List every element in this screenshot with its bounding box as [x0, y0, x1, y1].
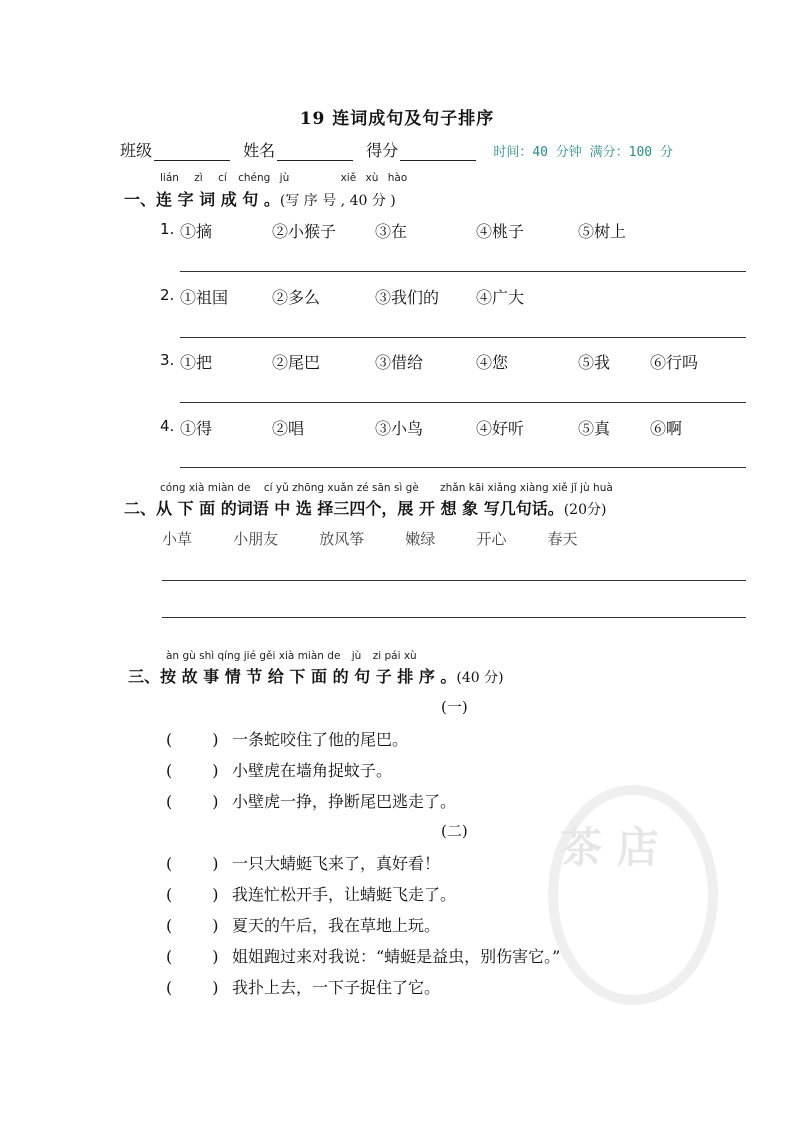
- order-blank[interactable]: ( ): [166, 730, 219, 749]
- answer-line[interactable]: [180, 402, 746, 403]
- list-item: [160, 219, 720, 241]
- sentence-text: 姐姐跑过来对我说：“蜻蜓是益虫，别伤害它。”: [232, 947, 561, 966]
- pinyin: chéng: [238, 172, 271, 184]
- section1-pinyin: [160, 172, 407, 184]
- sentence-row: [166, 913, 440, 936]
- pinyin: gè: [405, 482, 419, 494]
- pinyin: pái: [384, 650, 401, 662]
- pinyin: cí: [218, 172, 227, 184]
- group-label: (一): [441, 698, 468, 716]
- pinyin: de: [327, 650, 341, 662]
- pinyin: miàn: [207, 482, 235, 494]
- word-option: ⑤我: [578, 353, 611, 372]
- word-option: ⑥啊: [650, 419, 683, 438]
- word-bank-item: 开心: [476, 530, 507, 548]
- list-item: [160, 416, 720, 438]
- section1-heading: [124, 187, 396, 210]
- pinyin: gěi: [259, 650, 276, 662]
- section1-note: (写 序 号 , 40 分 ): [279, 193, 396, 209]
- group-label: (二): [441, 822, 468, 840]
- answer-line[interactable]: [162, 617, 746, 618]
- pinyin: xià: [188, 482, 205, 494]
- sentence-text: 一只大蜻蜓飞来了，真好看！: [232, 854, 441, 873]
- pinyin: jié: [243, 650, 257, 662]
- pinyin: zé: [356, 482, 369, 494]
- watermark-text: 茶 店: [560, 823, 659, 872]
- sentence-text: 我连忙松开手，让蜻蜓飞走了。: [232, 885, 457, 904]
- pinyin: xuǎn: [327, 482, 354, 494]
- word-option: ②多么: [272, 288, 321, 307]
- word-bank-item: 嫩绿: [405, 530, 436, 548]
- section2-title: 二、从 下 面 的词语 中 选 择三四个，展 开 想 象 写几句话。: [124, 499, 564, 518]
- word-option: ②唱: [272, 419, 305, 438]
- sentence-text: 一条蛇咬住了他的尾巴。: [232, 730, 409, 749]
- info-line: [120, 138, 673, 161]
- pinyin: àn: [166, 650, 180, 662]
- section2-pinyin: [160, 482, 613, 494]
- pinyin: jù: [279, 172, 290, 184]
- pinyin: yǔ: [275, 482, 289, 494]
- pinyin: zhǎn: [440, 482, 466, 494]
- order-blank[interactable]: ( ): [166, 947, 219, 966]
- class-blank[interactable]: [154, 145, 230, 161]
- order-blank[interactable]: ( ): [166, 854, 219, 873]
- section2-note: (20分): [563, 502, 607, 518]
- answer-line[interactable]: [162, 580, 746, 581]
- pinyin: cí: [263, 482, 273, 494]
- pinyin: gù: [182, 650, 196, 662]
- order-blank[interactable]: ( ): [166, 885, 219, 904]
- pinyin: xiě: [552, 482, 568, 494]
- section3-title: 三、按 故 事 情 节 给 下 面 的 句 子 排 序 。: [128, 667, 457, 686]
- sentence-row: [166, 975, 440, 998]
- pinyin: xù: [365, 172, 379, 184]
- sentence-row: [166, 789, 456, 812]
- word-option: ①把: [180, 353, 213, 372]
- word-option: ①摘: [180, 222, 213, 241]
- pinyin: cóng: [160, 482, 186, 494]
- word-option: ①祖国: [180, 288, 229, 307]
- pinyin: zhōng: [292, 482, 325, 494]
- word-option: ⑤真: [578, 419, 611, 438]
- order-blank[interactable]: ( ): [166, 792, 219, 811]
- word-option: ④您: [476, 353, 509, 372]
- name-blank[interactable]: [277, 145, 353, 161]
- word-option: ②小猴子: [272, 222, 337, 241]
- pinyin: xiǎng: [487, 482, 517, 494]
- pinyin: qíng: [217, 650, 241, 662]
- section3-note: (40 分): [456, 670, 504, 686]
- pinyin: huà: [593, 482, 613, 494]
- score-blank[interactable]: [400, 145, 476, 161]
- item-number: 4.: [160, 417, 175, 435]
- word-option: ④好听: [476, 419, 525, 438]
- word-bank-item: 放风筝: [319, 530, 365, 548]
- watermark-seal: [548, 785, 718, 1005]
- word-option: ③借给: [375, 353, 424, 372]
- sentence-text: 夏天的午后，我在草地上玩。: [232, 916, 441, 935]
- word-option: ②尾巴: [272, 353, 321, 372]
- name-label: 姓名: [243, 141, 276, 160]
- time-score-meta: 时间：40 分钟 满分：100 分: [493, 145, 673, 160]
- pinyin: hào: [387, 172, 408, 184]
- word-option: ⑥行吗: [650, 353, 699, 372]
- class-label: 班级: [120, 141, 153, 160]
- word-option: ④广大: [476, 288, 525, 307]
- order-blank[interactable]: ( ): [166, 761, 219, 780]
- word-option: ④桃子: [476, 222, 525, 241]
- list-item: [160, 350, 720, 372]
- pinyin: de: [237, 482, 251, 494]
- section3-pinyin: [166, 650, 417, 662]
- item-number: 3.: [160, 351, 175, 369]
- sentence-row: [166, 758, 392, 781]
- word-bank-item: 春天: [547, 530, 578, 548]
- sentence-text: 我扑上去，一下子捉住了它。: [232, 978, 441, 997]
- answer-line[interactable]: [180, 337, 746, 338]
- word-bank-item: 小草: [162, 530, 193, 548]
- section3-heading: [128, 664, 504, 687]
- score-label: 得分: [366, 141, 399, 160]
- pinyin: lián: [160, 172, 179, 184]
- sentence-text: 小壁虎一挣，挣断尾巴逃走了。: [232, 792, 457, 811]
- section1-title: 一、连 字 词 成 句 。: [124, 190, 280, 209]
- word-option: ①得: [180, 419, 213, 438]
- page-title: 19 连词成句及句子排序: [299, 109, 495, 129]
- order-blank[interactable]: ( ): [166, 978, 219, 997]
- pinyin: jǐ: [570, 482, 577, 494]
- pinyin: xià: [278, 650, 295, 662]
- order-blank[interactable]: ( ): [166, 916, 219, 935]
- pinyin: sān: [372, 482, 391, 494]
- sentence-row: [166, 727, 408, 750]
- pinyin: zi: [372, 650, 382, 662]
- word-bank: [162, 528, 614, 549]
- item-number: 2.: [160, 286, 175, 304]
- word-option: ③我们的: [375, 288, 440, 307]
- word-option: ⑤树上: [578, 222, 627, 241]
- pinyin: xiàng: [519, 482, 549, 494]
- pinyin: xiě: [340, 172, 357, 184]
- pinyin: zì: [194, 172, 203, 184]
- pinyin: miàn: [297, 650, 324, 662]
- pinyin: jù: [351, 650, 362, 662]
- section2-heading: [124, 496, 606, 519]
- answer-line[interactable]: [180, 271, 746, 272]
- pinyin: jù: [580, 482, 590, 494]
- answer-line[interactable]: [180, 467, 746, 468]
- pinyin: kāi: [468, 482, 485, 494]
- item-number: 1.: [160, 220, 175, 238]
- pinyin: xù: [403, 650, 417, 662]
- list-item: [160, 285, 720, 307]
- pinyin: shì: [199, 650, 215, 662]
- sentence-row: [166, 882, 456, 905]
- word-option: ③在: [375, 222, 408, 241]
- pinyin: sì: [393, 482, 403, 494]
- sentence-row: [166, 944, 560, 967]
- word-option: ③小鸟: [375, 419, 424, 438]
- word-bank-item: 小朋友: [233, 530, 279, 548]
- sentence-row: [166, 851, 440, 874]
- sentence-text: 小壁虎在墙角捉蚊子。: [232, 761, 393, 780]
